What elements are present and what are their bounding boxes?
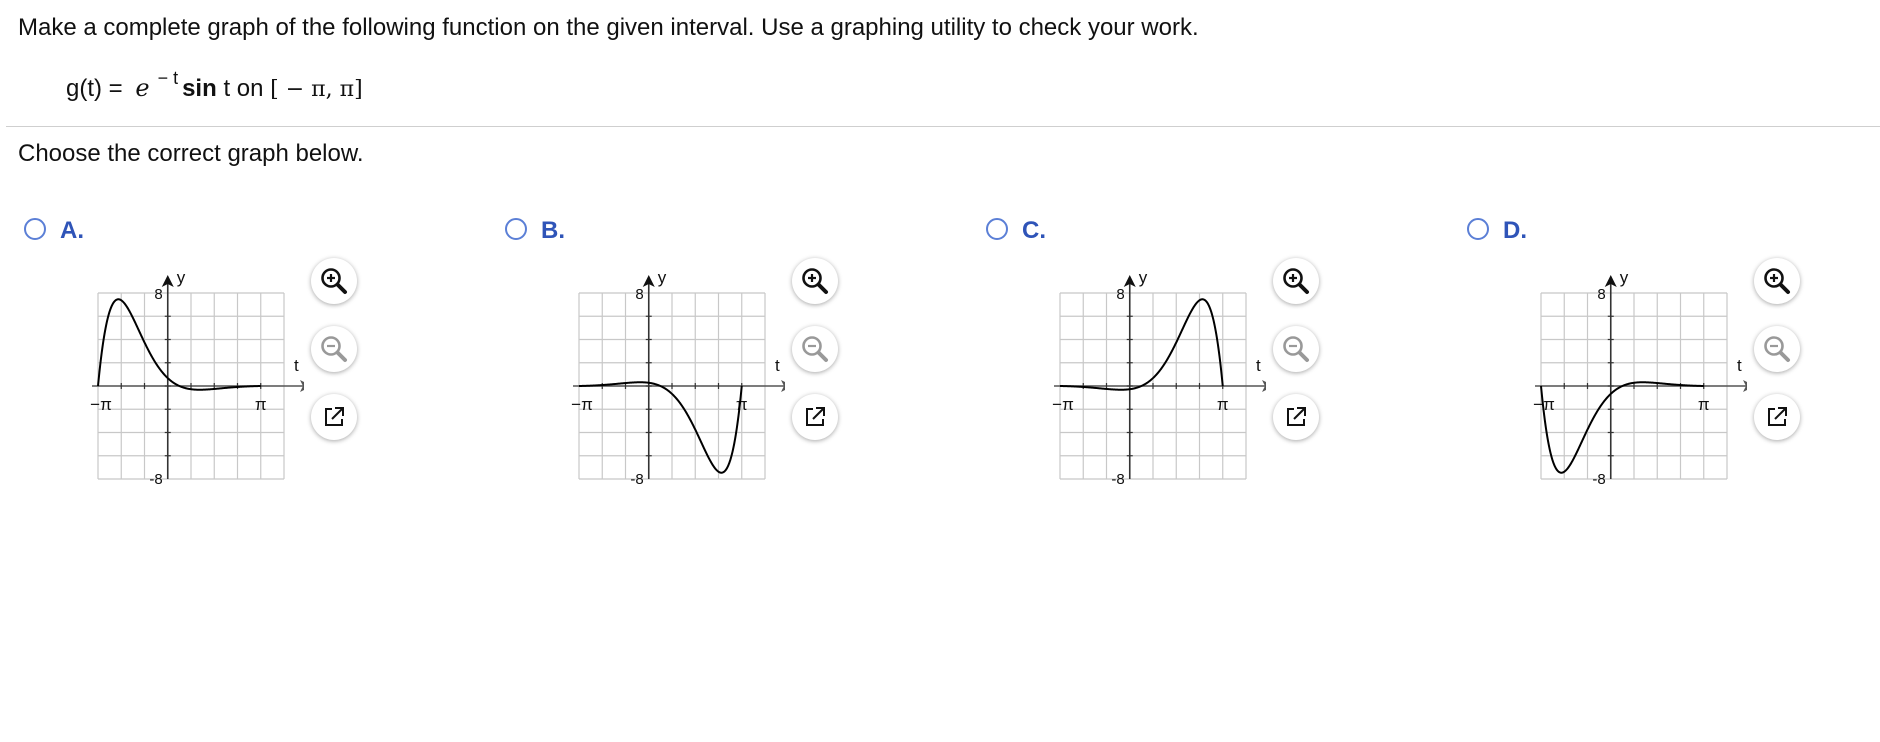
- popout-icon: [1283, 404, 1309, 430]
- choice-b-letter: B.: [541, 217, 565, 244]
- zoom-out-button[interactable]: [1273, 326, 1319, 372]
- x-max-label: π: [735, 395, 748, 414]
- x-max-label: π: [1216, 395, 1229, 414]
- t-axis-label: t: [775, 356, 780, 375]
- x-min-label: −π: [571, 395, 593, 414]
- y-min-label: -8: [1592, 471, 1606, 488]
- choice-a-radio[interactable]: [24, 218, 46, 240]
- question-prompt: Choose the correct graph below.: [18, 140, 364, 167]
- choice-b-graph: [545, 260, 785, 500]
- choice-c-radio[interactable]: [986, 218, 1008, 240]
- popout-icon: [321, 404, 347, 430]
- x-min-label: −π: [90, 395, 112, 414]
- formula-interval: [ − π, π]: [270, 77, 363, 102]
- y-axis-label: y: [1619, 268, 1629, 287]
- zoom-in-button[interactable]: [1754, 258, 1800, 304]
- t-axis-label: t: [1256, 356, 1261, 375]
- function-curve: [98, 299, 261, 389]
- y-min-label: -8: [1111, 471, 1125, 488]
- choice-c-letter: C.: [1022, 217, 1046, 244]
- zoom-out-button[interactable]: [1754, 326, 1800, 372]
- zoom-in-button[interactable]: [792, 258, 838, 304]
- formula-base: e: [135, 74, 150, 102]
- zoom-out-icon: [800, 334, 830, 364]
- choice-d-radio[interactable]: [1467, 218, 1489, 240]
- x-max-label: π: [1697, 395, 1710, 414]
- formula-lhs: g(t) =: [66, 75, 123, 102]
- zoom-in-icon: [800, 266, 830, 296]
- popout-button[interactable]: [1273, 394, 1319, 440]
- zoom-out-icon: [1762, 334, 1792, 364]
- choice-d-letter: D.: [1503, 217, 1527, 244]
- function-curve: [1541, 382, 1704, 472]
- section-divider: [6, 126, 1880, 127]
- y-min-label: -8: [149, 471, 163, 488]
- function-curve: [579, 382, 742, 472]
- y-axis-label: y: [176, 268, 186, 287]
- zoom-in-icon: [1281, 266, 1311, 296]
- formula-func: sin: [182, 75, 217, 102]
- function-curve: [1060, 299, 1223, 389]
- choice-c[interactable]: [982, 216, 1382, 516]
- zoom-in-button[interactable]: [311, 258, 357, 304]
- zoom-out-button[interactable]: [311, 326, 357, 372]
- y-axis-label: y: [1138, 268, 1148, 287]
- t-axis-label: t: [294, 356, 299, 375]
- x-min-label: −π: [1052, 395, 1074, 414]
- zoom-in-icon: [319, 266, 349, 296]
- popout-button[interactable]: [311, 394, 357, 440]
- function-formula: [66, 68, 363, 103]
- choice-a-graph: [64, 260, 304, 500]
- popout-button[interactable]: [1754, 394, 1800, 440]
- zoom-out-icon: [319, 334, 349, 364]
- y-max-label: 8: [635, 286, 644, 303]
- y-axis-label: y: [657, 268, 667, 287]
- choice-c-graph: [1026, 260, 1266, 500]
- zoom-out-icon: [1281, 334, 1311, 364]
- y-max-label: 8: [1116, 286, 1125, 303]
- choice-b-radio[interactable]: [505, 218, 527, 240]
- instruction-text: Make a complete graph of the following function on the given interval. Use a graphing utility to check your work.: [18, 14, 1199, 41]
- choice-a-letter: A.: [60, 217, 84, 244]
- popout-icon: [1764, 404, 1790, 430]
- t-axis-label: t: [1737, 356, 1742, 375]
- formula-var: t: [223, 75, 231, 102]
- x-min-label: −π: [1533, 395, 1555, 414]
- formula-on: on: [236, 75, 264, 102]
- x-max-label: π: [254, 395, 267, 414]
- zoom-in-icon: [1762, 266, 1792, 296]
- choice-d[interactable]: [1463, 216, 1863, 516]
- choice-d-graph: [1507, 260, 1747, 500]
- choice-b[interactable]: [501, 216, 901, 516]
- y-max-label: 8: [1597, 286, 1606, 303]
- choice-a[interactable]: [20, 216, 420, 516]
- zoom-in-button[interactable]: [1273, 258, 1319, 304]
- y-min-label: -8: [630, 471, 644, 488]
- popout-icon: [802, 404, 828, 430]
- zoom-out-button[interactable]: [792, 326, 838, 372]
- y-max-label: 8: [154, 286, 163, 303]
- formula-exponent: − t: [157, 68, 179, 88]
- popout-button[interactable]: [792, 394, 838, 440]
